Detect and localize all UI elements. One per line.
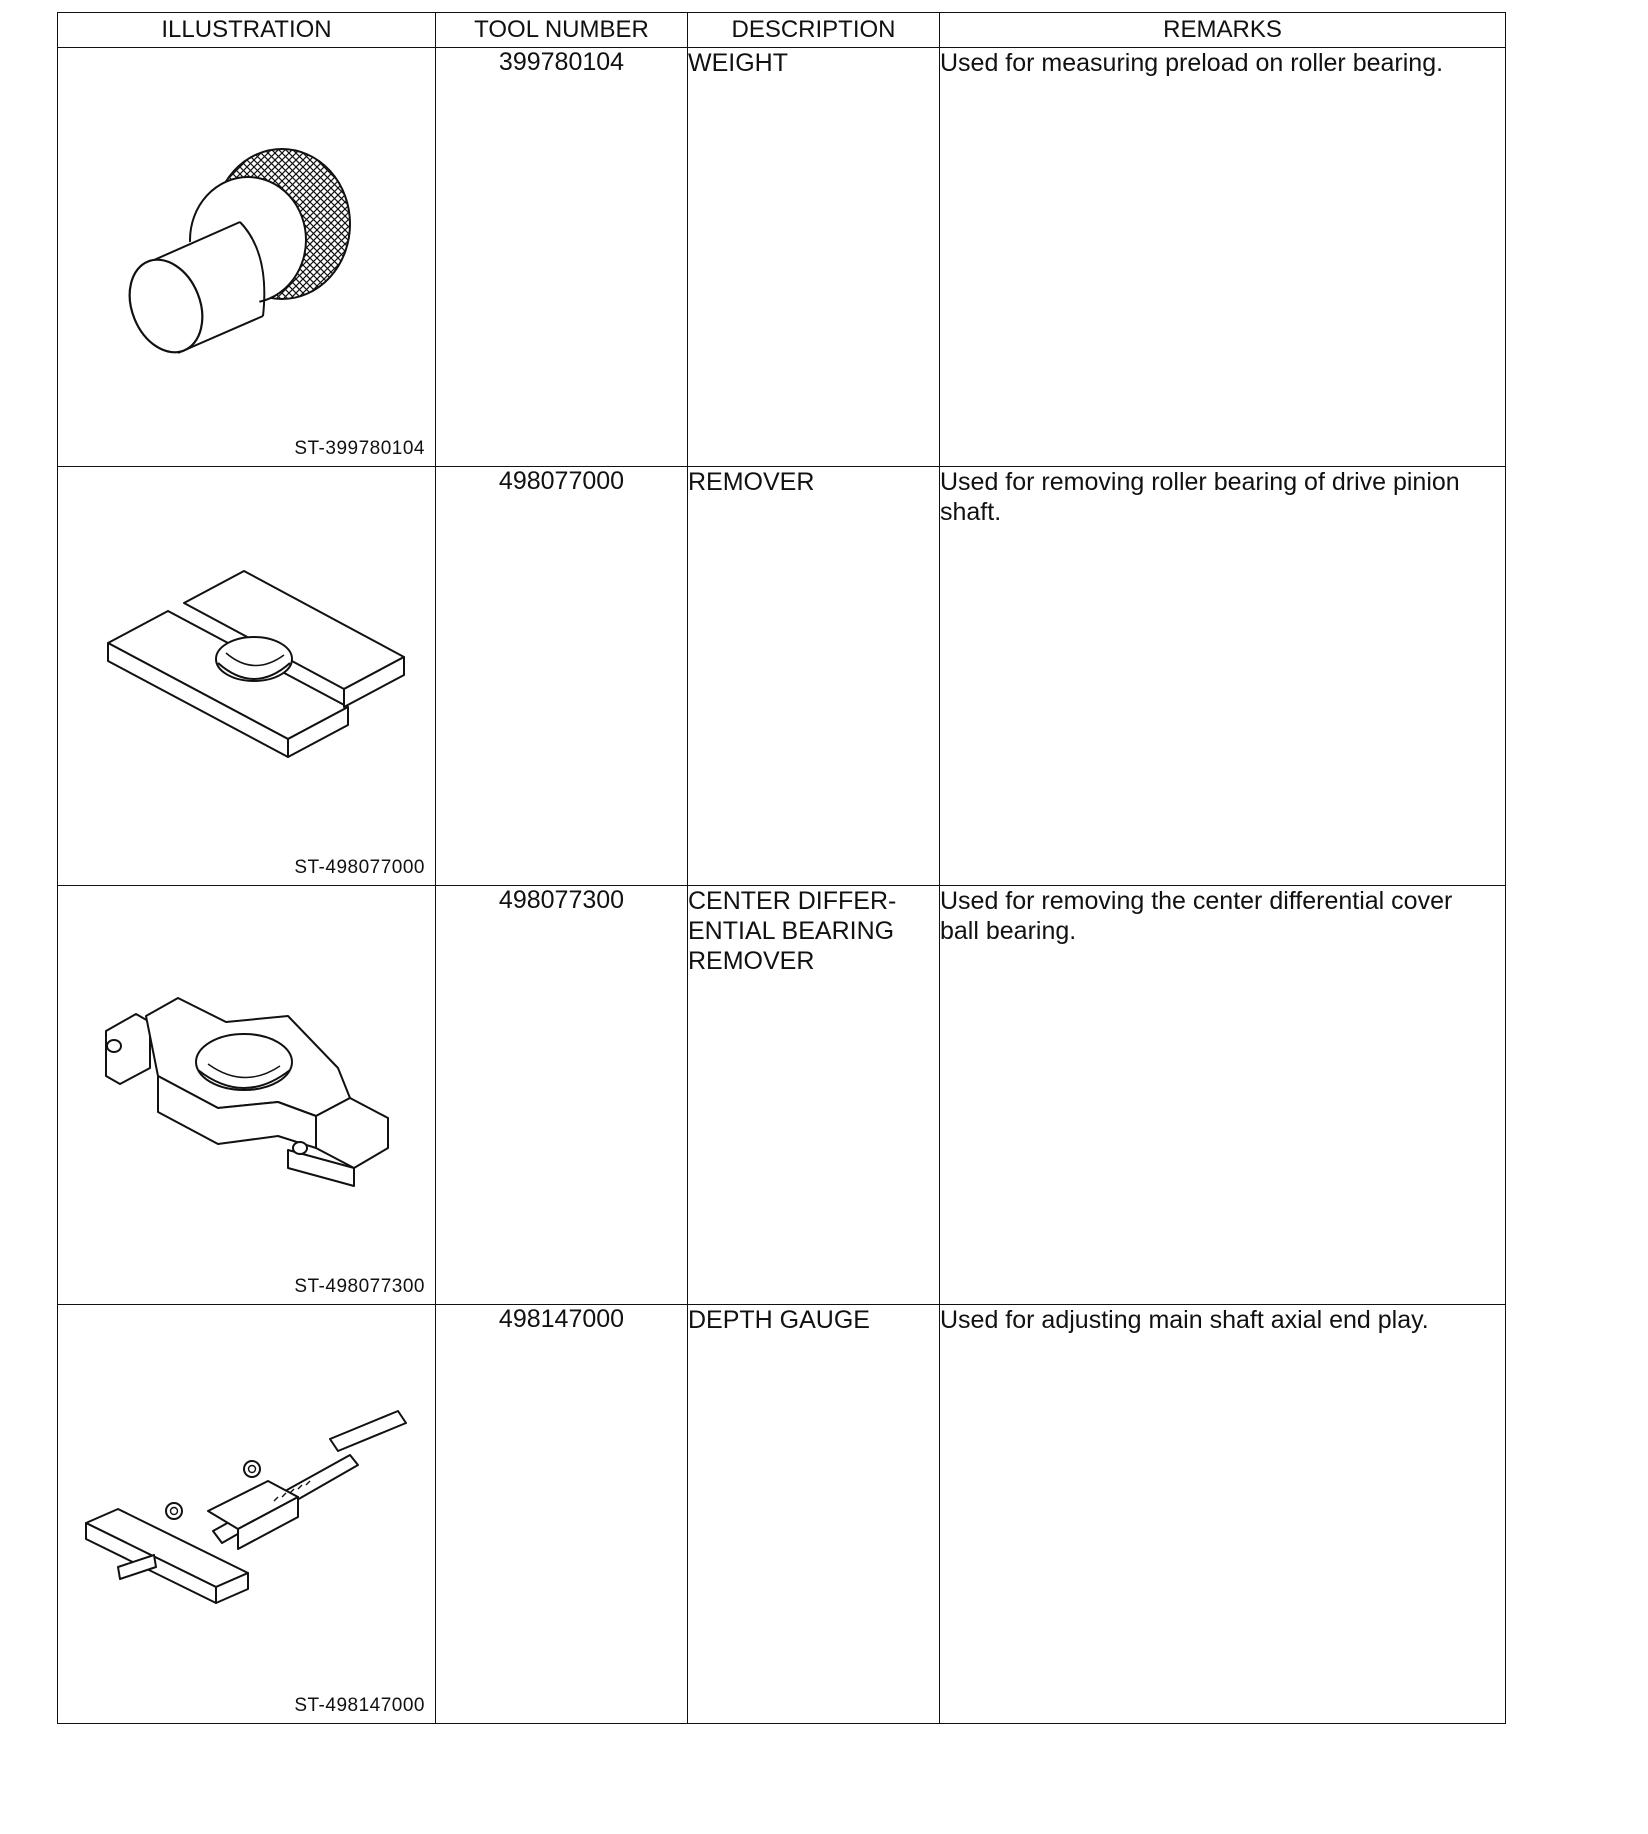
illustration-cell	[58, 48, 436, 467]
illustration-cell	[58, 886, 436, 1305]
header-description: DESCRIPTION	[688, 13, 940, 48]
table-header-row	[58, 13, 1506, 48]
tool-number: 399780104	[436, 48, 688, 467]
tool-number: 498077300	[436, 886, 688, 1305]
illustration-cell	[58, 1305, 436, 1724]
table-row	[58, 1305, 1506, 1724]
illustration-cell	[58, 467, 436, 886]
header-remarks: REMARKS	[940, 13, 1506, 48]
tool-description: CENTER DIFFER- ENTIAL BEARING REMOVER	[688, 886, 940, 1305]
special-tools-table	[57, 12, 1506, 1724]
tool-description: WEIGHT	[688, 48, 940, 467]
header-tool-number: TOOL NUMBER	[436, 13, 688, 48]
tool-remarks: Used for measuring preload on roller bearing.	[940, 48, 1506, 467]
tool-number: 498147000	[436, 1305, 688, 1724]
bearing-remover-icon	[58, 886, 436, 1304]
tool-description: REMOVER	[688, 467, 940, 886]
illustration-code: ST-498077000	[294, 857, 425, 878]
tool-description: DEPTH GAUGE	[688, 1305, 940, 1724]
tool-number: 498077000	[436, 467, 688, 886]
tool-remarks: Used for removing roller bearing of drive pinion shaft.	[940, 467, 1506, 886]
split-block-remover-icon	[58, 467, 436, 885]
header-illustration: ILLUSTRATION	[58, 13, 436, 48]
illustration-code: ST-399780104	[294, 438, 425, 459]
tool-remarks: Used for adjusting main shaft axial end play.	[940, 1305, 1506, 1724]
depth-gauge-icon	[58, 1305, 436, 1723]
illustration-code: ST-498077300	[294, 1276, 425, 1297]
table-row	[58, 886, 1506, 1305]
table-row	[58, 467, 1506, 886]
illustration-code: ST-498147000	[294, 1695, 425, 1716]
table-row	[58, 48, 1506, 467]
knurled-weight-icon	[58, 48, 436, 466]
tool-remarks: Used for removing the center differential cover ball bearing.	[940, 886, 1506, 1305]
